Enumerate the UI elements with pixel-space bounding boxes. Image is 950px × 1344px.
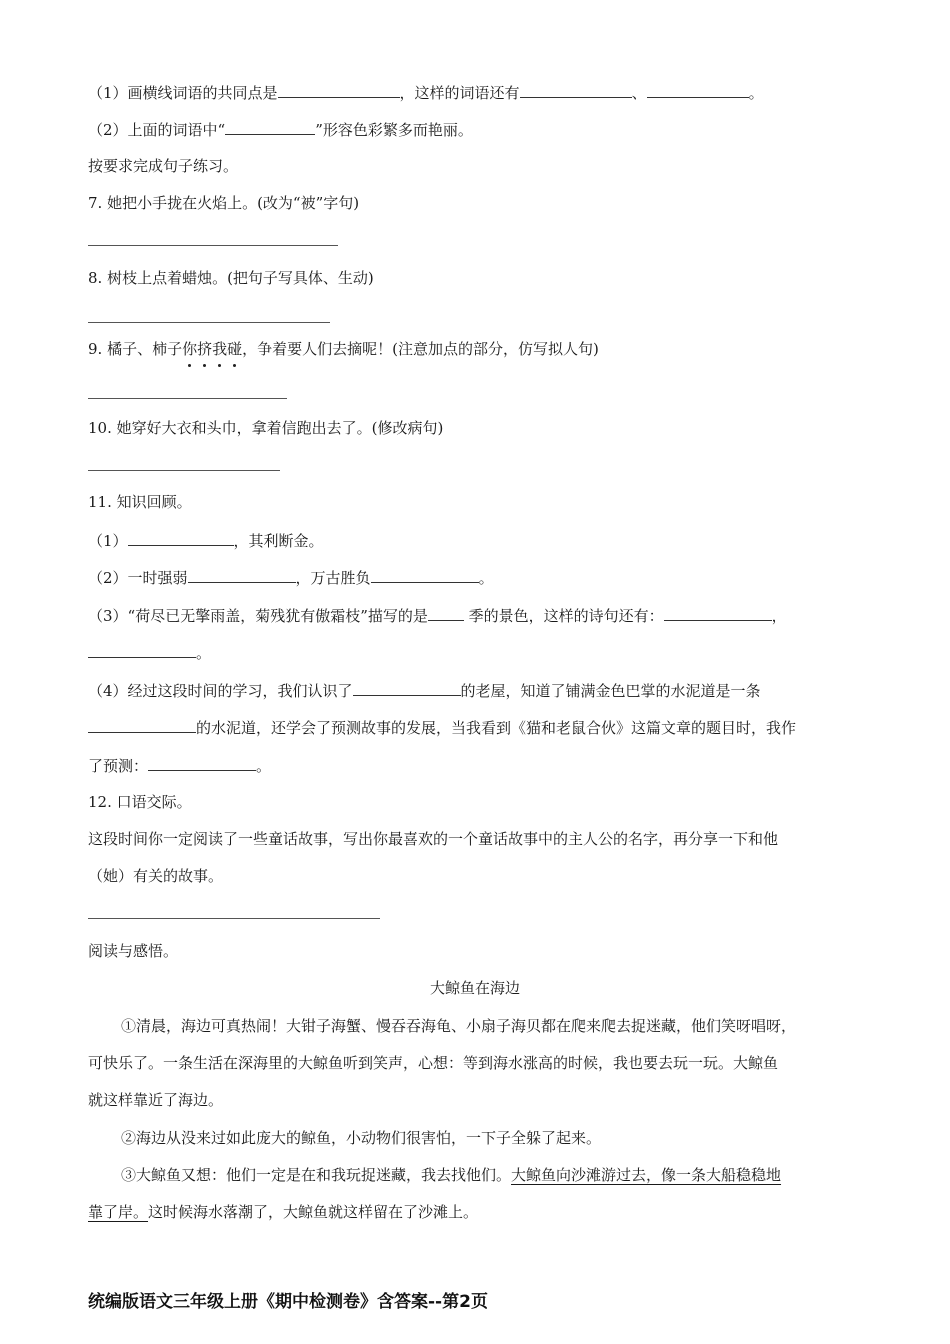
text: （1） [88,532,128,550]
passage-line [121,1165,781,1185]
underlined-text: 大鲸鱼向沙滩游过去，像一条大船稳稳地 [511,1166,782,1184]
passage-line [88,1202,478,1222]
section-heading: 阅读与感悟。 [88,942,179,960]
question-8: 8. 树枝上点着蜡烛。(把句子写具体、生动) [88,269,374,287]
answer-blank[interactable] [88,717,196,733]
text: 的水泥道，还学会了预测故事的发展，当我看到《猫和老鼠合伙》这篇文章的题目时，我作 [196,719,797,737]
text: 、 [631,84,647,102]
passage-line: 就这样靠近了海边。 [88,1091,224,1109]
dotted-char: 碰 [227,340,243,358]
answer-blank[interactable] [88,642,196,658]
text: 。 [196,644,212,662]
question-12-title: 12. 口语交际。 [88,793,192,811]
text: （2）上面的词语中“ [88,121,226,139]
text: （3）“荷尽已无擎雨盖，菊残犹有傲霜枝”描写的是 [88,607,428,625]
answer-blank[interactable] [278,82,400,98]
answer-blank[interactable] [647,82,749,98]
text: 的老屋，知道了铺满金色巴掌的水泥道是一条 [460,682,761,700]
dotted-char: 挤 [197,340,213,358]
answer-blank[interactable] [353,680,461,696]
passage-line: 可快乐了。一条生活在深海里的大鲸鱼听到笑声，心想：等到海水涨高的时候，我也要去玩一玩。大鲸鱼 [88,1054,779,1072]
question-12-line: （她）有关的故事。 [88,867,224,885]
q11-sub3 [88,605,787,626]
passage-line: ①清晨，海边可真热闹！大钳子海蟹、慢吞吞海龟、小扇子海贝都在爬来爬去捉迷藏，他们笑呀唱呀， [121,1017,797,1035]
answer-line[interactable] [88,245,338,246]
answer-blank[interactable] [520,82,632,98]
text: 。 [748,84,764,102]
text: ③大鲸鱼又想：他们一定是在和我玩捉迷藏，我去找他们。 [121,1166,512,1184]
text: ”形容色彩繁多而艳丽。 [315,121,473,139]
q11-sub4 [88,680,761,701]
q11-sub4-cont [88,717,796,738]
text: 9. 橘子、柿子 [88,340,183,358]
q6-sub1 [88,82,764,103]
text: ，争着要人们去摘呢！(注意加点的部分，仿写拟人句) [242,340,599,358]
text: 了预测： [88,757,149,775]
answer-line[interactable] [88,470,280,471]
answer-blank[interactable] [371,567,479,583]
q11-sub2 [88,567,494,588]
answer-blank[interactable] [188,567,296,583]
text: （2）一时强弱 [88,569,188,587]
answer-blank[interactable] [148,755,256,771]
answer-blank[interactable] [428,605,464,621]
passage-title: 大鲸鱼在海边 [429,979,520,997]
q11-sub3-cont [88,642,211,663]
text: 这时候海水落潮了，大鲸鱼就这样留在了沙滩上。 [148,1203,479,1221]
text: ， [771,607,787,625]
answer-blank[interactable] [128,530,234,546]
dotted-char: 我 [212,340,228,358]
answer-line[interactable] [88,918,380,919]
q11-sub1 [88,530,324,551]
question-9 [88,339,599,359]
text: ，其利断金。 [233,532,324,550]
answer-blank[interactable] [225,119,315,135]
text: ，这样的词语还有 [399,84,520,102]
answer-line[interactable] [88,398,287,399]
question-10: 10. 她穿好大衣和头巾，拿着信跑出去了。(修改病句) [88,419,444,437]
q11-sub4-end [88,755,271,776]
answer-blank[interactable] [664,605,772,621]
question-7: 7. 她把小手拢在火焰上。(改为“被”字句) [88,194,360,212]
text: 。 [256,757,272,775]
passage-line: ②海边从没来过如此庞大的鲸鱼，小动物们很害怕，一下子全躲了起来。 [121,1129,602,1147]
dotted-char: 你 [182,340,198,358]
text: 。 [478,569,494,587]
question-12-line: 这段时间你一定阅读了一些童话故事，写出你最喜欢的一个童话故事中的主人公的名字，再分享一下和他 [88,830,779,848]
question-11-title: 11. 知识回顾。 [88,493,192,511]
underlined-text: 靠了岸。 [88,1203,149,1221]
text: （1）画横线词语的共同点是 [88,84,278,102]
page-footer: 统编版语文三年级上册《期中检测卷》含答案--第2页 [88,1292,488,1312]
text: 季的景色，这样的诗句还有： [463,607,664,625]
q6-sub2 [88,119,473,140]
text: ，万古胜负 [295,569,371,587]
answer-line[interactable] [88,322,330,323]
text: （4）经过这段时间的学习，我们认识了 [88,682,353,700]
section-heading: 按要求完成句子练习。 [88,157,239,175]
